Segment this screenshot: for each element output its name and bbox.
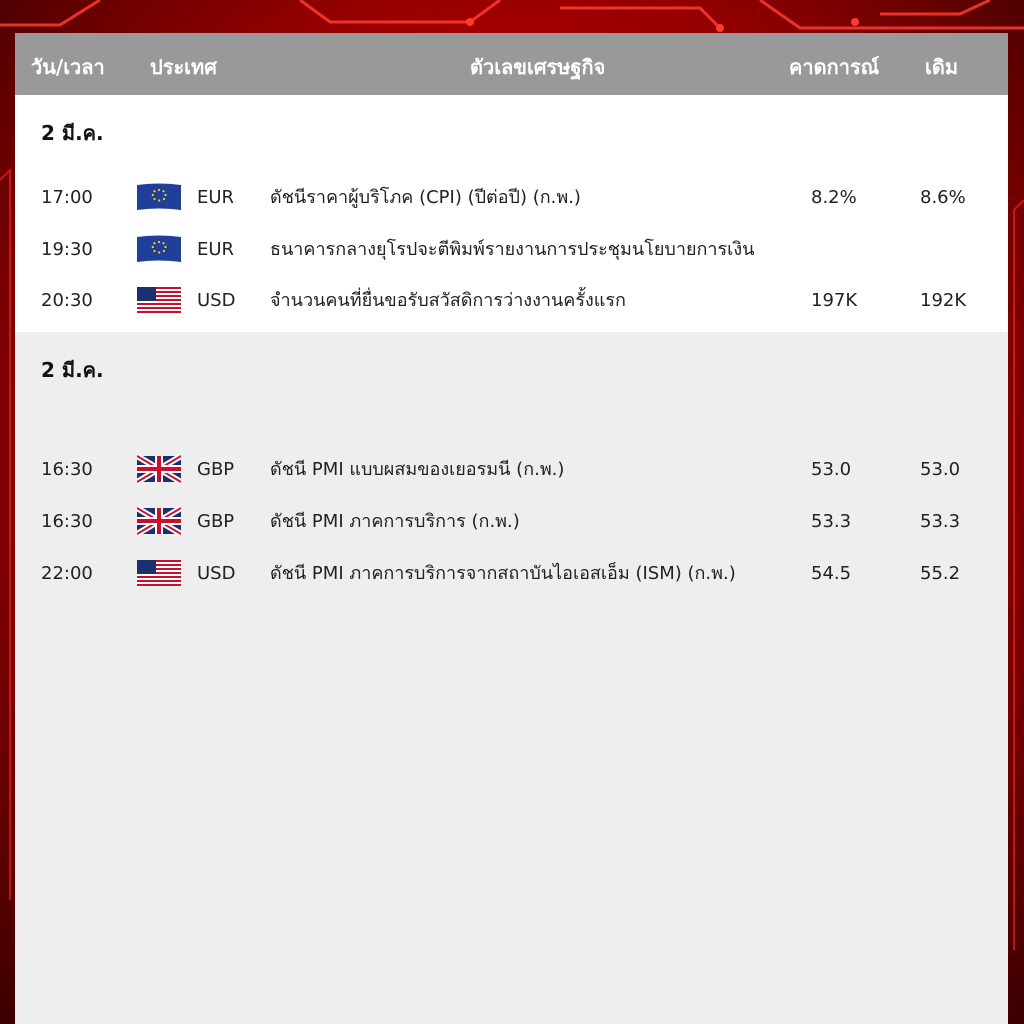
event-name: ดัชนีราคาผู้บริโภค (CPI) (ปีต่อปี) (ก.พ.) xyxy=(270,187,581,208)
event-name: ดัชนี PMI ภาคการบริการจากสถาบันไอเอสเอ็ม (ISM) (ก.พ.) xyxy=(270,563,736,584)
previous-value: 53.3 xyxy=(920,511,961,532)
event-row xyxy=(15,502,1008,542)
uk-flag-icon xyxy=(137,454,181,484)
currency-code: GBP xyxy=(197,459,235,480)
forecast-value: 53.0 xyxy=(811,459,852,480)
event-row xyxy=(15,554,1008,594)
event-name: ดัชนี PMI แบบผสมของเยอรมนี (ก.พ.) xyxy=(270,459,565,480)
previous-value: 53.0 xyxy=(920,459,961,480)
event-row xyxy=(15,230,1008,270)
event-time: 17:00 xyxy=(41,187,93,208)
currency-code: EUR xyxy=(197,187,235,208)
forecast-value: 54.5 xyxy=(811,563,852,584)
previous-value: 8.6% xyxy=(920,187,966,208)
event-name: ธนาคารกลางยุโรปจะตีพิมพ์รายงานการประชุมนโยบายการเงิน xyxy=(270,239,755,260)
uk-flag-icon xyxy=(137,506,181,536)
section-date: 2 มี.ค. xyxy=(41,121,104,145)
currency-code: EUR xyxy=(197,239,235,260)
event-row xyxy=(15,281,1008,321)
currency-code: USD xyxy=(197,290,236,311)
event-row xyxy=(15,450,1008,490)
event-name: ดัชนี PMI ภาคการบริการ (ก.พ.) xyxy=(270,511,520,532)
economic-calendar-panel xyxy=(15,33,1008,1024)
event-row xyxy=(15,178,1008,218)
event-time: 16:30 xyxy=(41,459,93,480)
event-time: 20:30 xyxy=(41,290,93,311)
event-time: 22:00 xyxy=(41,563,93,584)
currency-code: USD xyxy=(197,563,236,584)
previous-value: 192K xyxy=(920,290,967,311)
eu-flag-icon xyxy=(137,234,181,264)
header-country: ประเทศ xyxy=(150,55,217,79)
forecast-value: 53.3 xyxy=(811,511,852,532)
section-date: 2 มี.ค. xyxy=(41,358,104,382)
previous-value: 55.2 xyxy=(920,563,961,584)
header-forecast: คาดการณ์ xyxy=(789,55,880,79)
header-previous: เดิม xyxy=(925,55,959,79)
forecast-value: 197K xyxy=(811,290,858,311)
us-flag-icon xyxy=(137,285,181,315)
event-time: 19:30 xyxy=(41,239,93,260)
us-flag-icon xyxy=(137,558,181,588)
day-section-1 xyxy=(15,95,1008,332)
header-date-time: วัน/เวลา xyxy=(31,55,105,79)
eu-flag-icon xyxy=(137,182,181,212)
day-section-2 xyxy=(15,332,1008,1024)
table-header xyxy=(15,33,1008,95)
forecast-value: 8.2% xyxy=(811,187,857,208)
event-time: 16:30 xyxy=(41,511,93,532)
currency-code: GBP xyxy=(197,511,235,532)
event-name: จำนวนคนที่ยื่นขอรับสวัสดิการว่างงานครั้งแรก xyxy=(270,290,626,311)
header-event: ตัวเลขเศรษฐกิจ xyxy=(470,55,606,79)
